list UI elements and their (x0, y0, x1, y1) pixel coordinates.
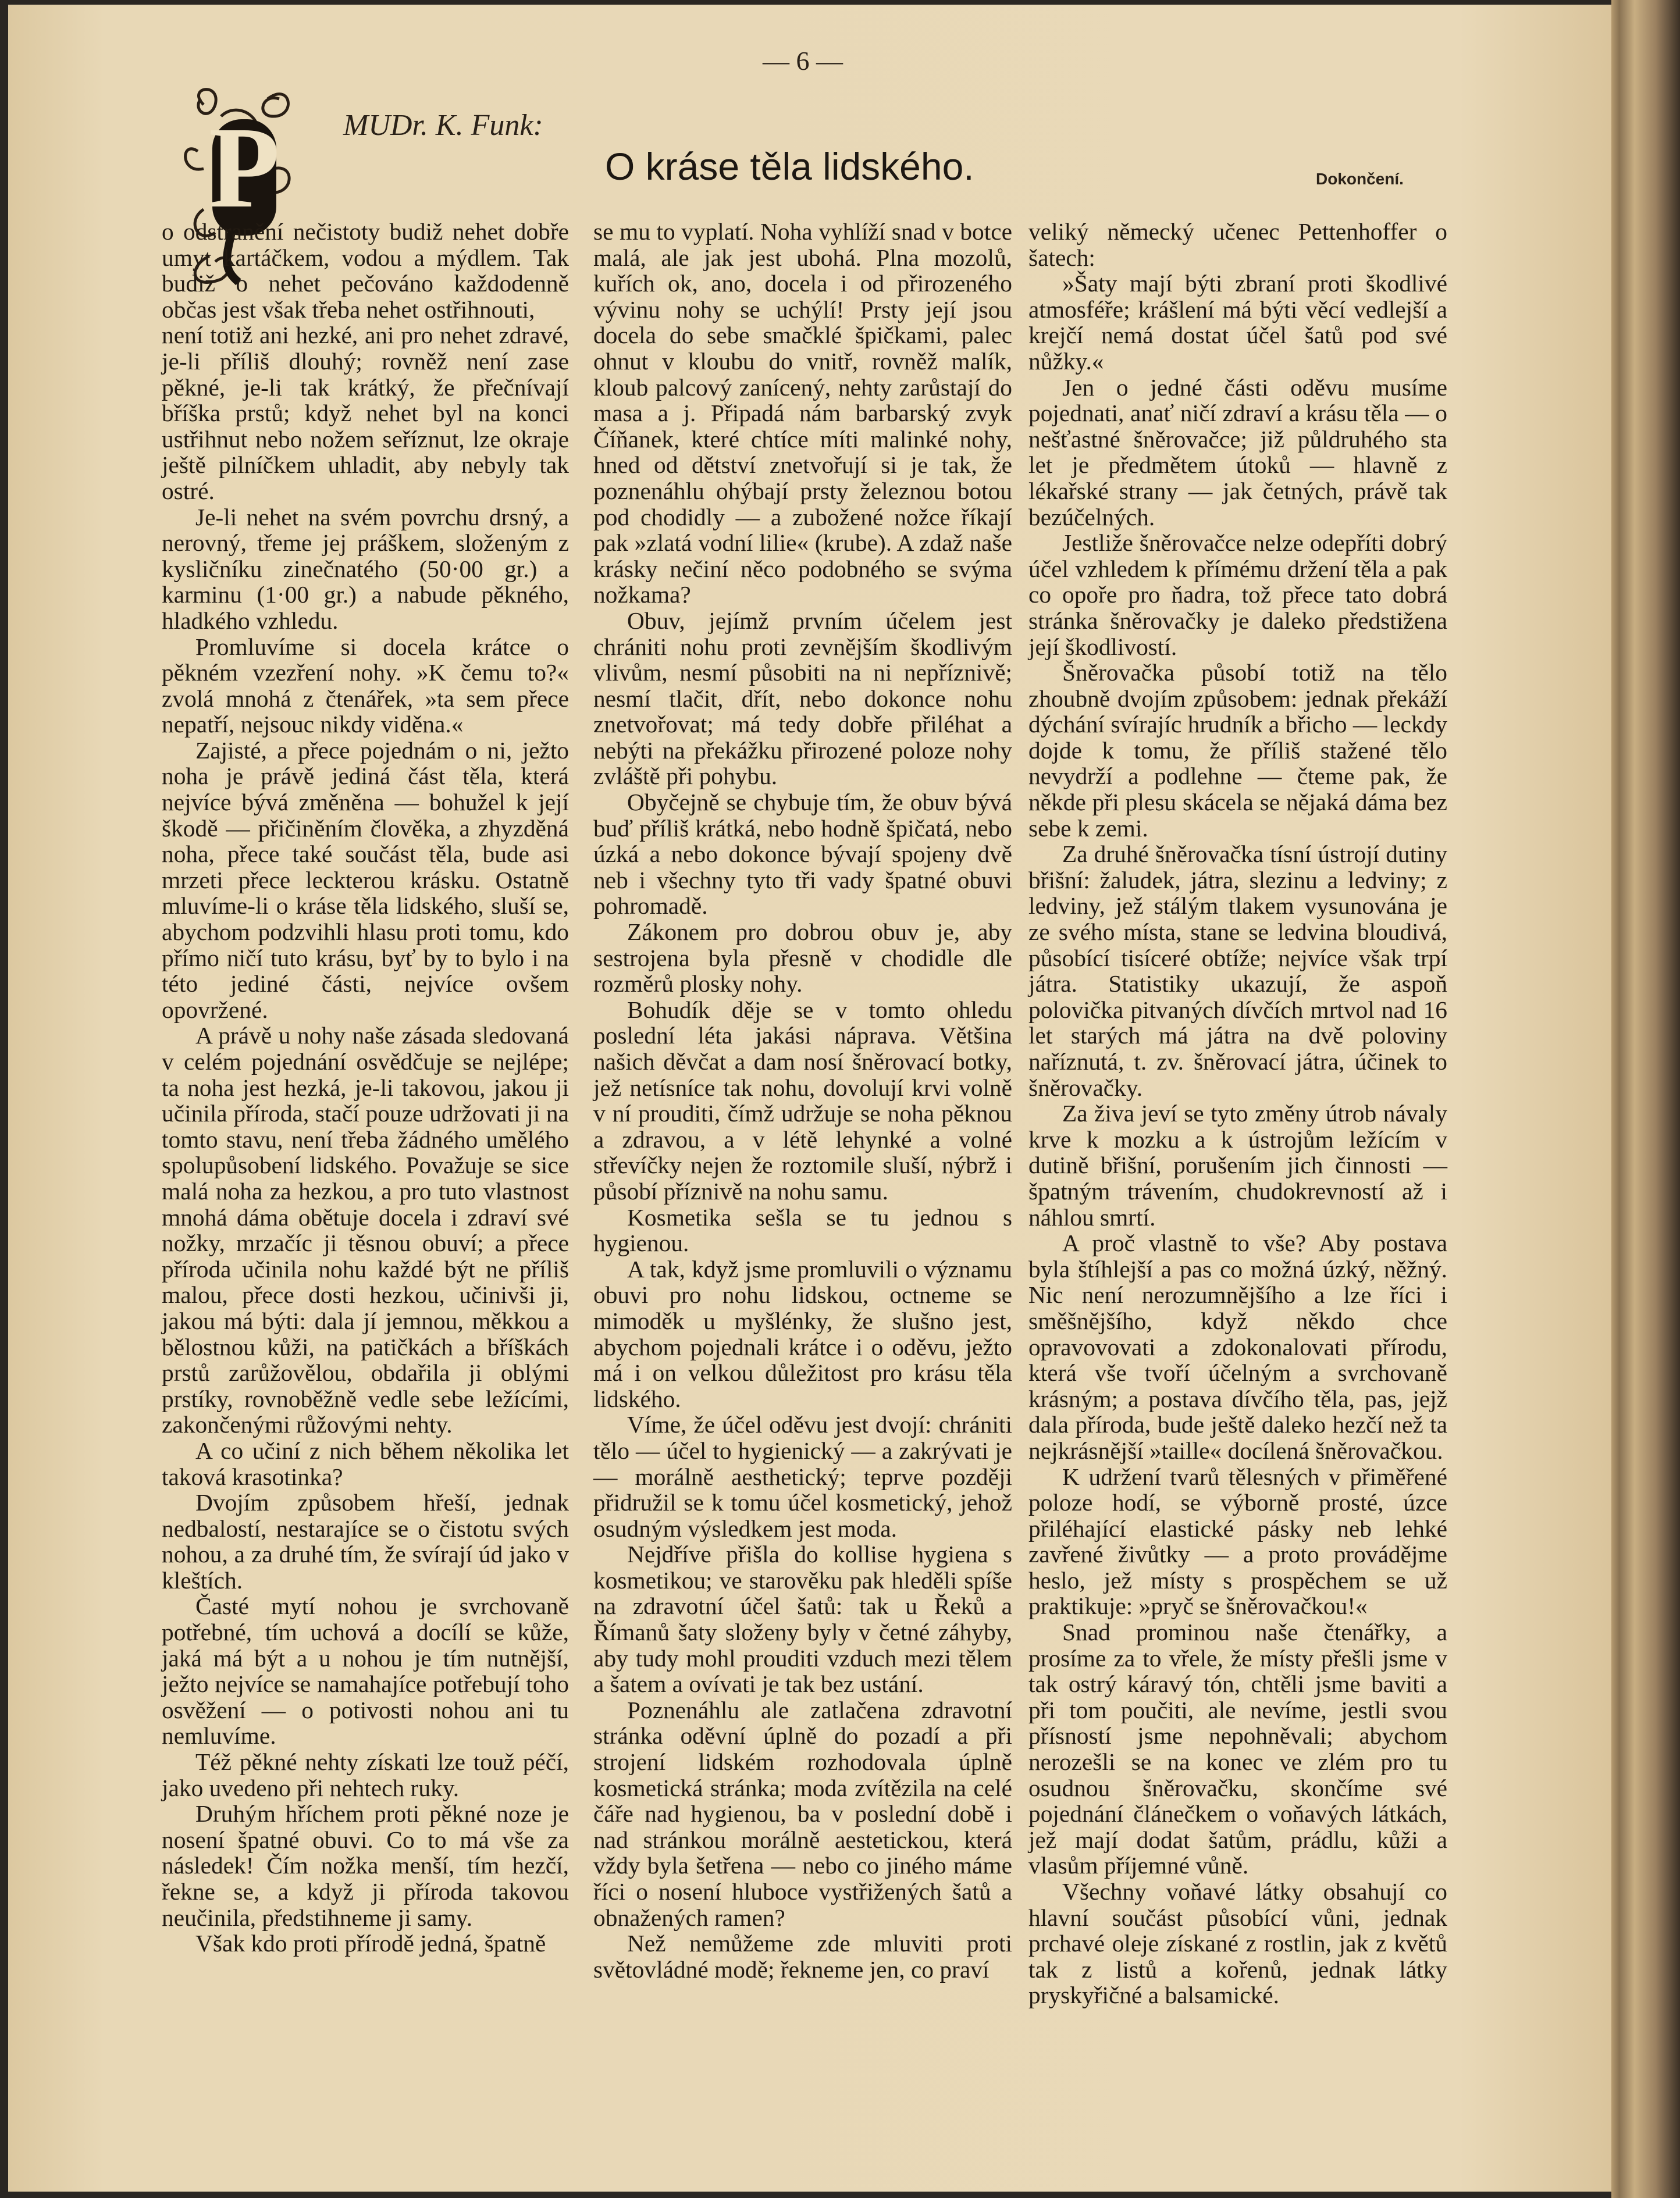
paragraph: veliký německý učenec Pettenhoffer o šatech: (1028, 218, 1447, 271)
paragraph: A co učiní z nich během několika let taková krasotinka? (162, 1437, 569, 1490)
column-2 (593, 219, 1012, 1982)
paragraph: není totiž ani hezké, ani pro nehet zdravé, je-li příliš dlouhý; rovněž není zase pěkné, je-li tak krátký, že přečnívají bříška prstů; když nehet byl na konci ustřihnut nebo nožem seříznut, lze okraje ještě pilníčkem uhladit, aby nebyly tak ostré. (162, 322, 569, 504)
paragraph: Však kdo proti přírodě jedná, špatně (195, 1930, 546, 1957)
paragraph: Kosmetika sešla se tu jednou s hygienou. (593, 1203, 1012, 1257)
column-3 (1028, 219, 1447, 2008)
paragraph: A proč vlastně to vše? Aby postava byla štíhlejší a pas co možná úzký, něžný. Nic není nerozumnějšího a lze říci i směšnějšího, když někdo chce opravovovati a zdokonalovati přírodu, která vše tvoří účelným a svrchovaně krásným; a postava dívčího těla, pas, jejž dala příroda, bude ještě daleko hezčí než ta nejkrásnější »taille« docílená šněrovačkou. (1028, 1230, 1447, 1464)
paragraph: K udržení tvarů tělesných v přiměřené poloze hodí, se výborně prosté, úzce přiléhající elastické pásky neb lehké zavřené živůtky — a proto provádějme heslo, jež místy s prospěchem se už praktikuje: »pryč se šněrovačkou!« (1028, 1463, 1447, 1620)
author: MUDr. K. Funk: (343, 109, 543, 142)
paragraph: A právě u nohy naše zásada sledovaná v celém pojednání osvědčuje se nejlépe; ta noha jest hezká, je-li takovou, jakou ji učinila příroda, stačí pouze udržovati ji na tomto stavu, není třeba žádného umělého spolupůsobení lidského. Považuje se sice malá noha za hezkou, a pro tuto vlastnost mnohá dáma obětuje docela i zdraví své nožky, mrzačíc ji těsnou obuví; a přece příroda učinila nohu každé být ne příliš malou, přece dosti hezkou, učinivši ji, jakou má býti: dala jí jemnou, měkkou a bělostnou kůži, na patičkách a bříškách prstů zarůžovělou, obdařila ji oblými prstíky, rovnoběžně vedle sebe ležícími, zakončenými růžovými nehty. (162, 1022, 569, 1438)
paragraph: Obuv, jejímž prvním účelem jest chrániti nohu proti zevnějším škodlivým vlivům, nesmí působiti na ni nepříznivě; nesmí tlačit, dřít, nebo dokonce nohu znetvořovat; má tedy dobře přiléhat a nebýti na překážku přirozené poloze nohy zvláště při pohybu. (593, 607, 1012, 790)
paragraph: Je-li nehet na svém povrchu drsný, a nerovný, třeme jej práškem, složeným z kysličníku zinečnatého (50·00 gr.) a karminu (1·00 gr.) a nabude pěkného, hladkého vzhledu. (162, 503, 569, 634)
paragraph: A tak, když jsme promluvili o významu obuvi pro nohu lidskou, octneme se mimoděk u myšlénky, že slušno jest, abychom pojednali krátce i o oděvu, ježto má i on velkou důležitost pro krásu těla lidského. (593, 1255, 1012, 1412)
paragraph: o odstranění nečistoty budiž nehet dobře umyt kartáčkem, vodou a mýdlem. Tak budiž o nehet pečováno každodenně občas jest však třeba nehet ostřihnouti, (162, 218, 569, 323)
paragraph: Víme, že účel oděvu jest dvojí: chrániti tělo — účel to hygienický — a zakrývati je — morálně aesthetický; teprve později přidružil se k tomu účel kosmetický, jehož osudným výsledkem jest moda. (593, 1411, 1012, 1542)
next-page-edge (1620, 0, 1680, 2198)
paragraph: Jen o jedné části oděvu musíme pojednati, anať ničí zdraví a krásu těla — o nešťastné šněrovačce; již půldruhého sta let je předmětem útoků — hlavně z lékařské strany — jak četných, právě tak bezúčelných. (1028, 373, 1447, 530)
paragraph: Zákonem pro dobrou obuv je, aby sestrojena byla přesně v chodidle dle rozměrů plosky nohy. (593, 918, 1012, 998)
paragraph: Za živa jeví se tyto změny útrob návaly krve k mozku a k ústrojům ležícím v dutině břišní, porušením jich činnosti — špatným trávením, chudokrevností až i náhlou smrtí. (1028, 1100, 1447, 1231)
paragraph: Za druhé šněrovačka tísní ústrojí dutiny břišní: žaludek, játra, slezinu a ledviny; z ledviny, jež stálým tlakem vysunována je ze svého místa, stane se ledvina bloudivá, působící tisíceré obtíže; nejvíce však trpí játra. Statistiky ukazují, že aspoň polovička pitvaných dívčích mrtvol nad 16 let starých má játra na dvě poloviny naříznutá, t. zv. šněrovací játra, účinek to šněrovačky. (1028, 840, 1447, 1101)
paragraph: Poznenáhlu ale zatlačena zdravotní stránka oděvní úplně do pozadí a při strojení lidském rozhodovala úplně kosmetická stránka; moda zvítězila na celé čáře nad hygienou, ba v poslední době i nad stránkou morálně aestetickou, která vždy byla šetřena — nebo co jiného máme říci o nosení hluboce vystřižených šatů a obnažených ramen? (593, 1696, 1012, 1931)
paragraph: »Šaty mají býti zbraní proti škodlivé atmosféře; krášlení má býti věcí vedlejší a krejčí nemá dostat účel šatů pod své nůžky.« (1028, 270, 1447, 375)
paragraph: Časté mytí nohou je svrchovaně potřebné, tím uchová a docílí se kůže, jaká má být a u nohou je tím nutnější, ježto nejvíce se namahajíce potřebují toho osvěžení — o potivosti nohou ani tu nemluvíme. (162, 1593, 569, 1750)
continued-label: Dokončení. (1316, 170, 1404, 188)
paragraph: Obyčejně se chybuje tím, že obuv bývá buď příliš krátká, nebo hodně špičatá, nebo úzká a nebo dokonce bývají spojeny dvě neb i všechny tyto tři vady špatné obuvi pohromadě. (593, 789, 1012, 920)
paragraph: Nejdříve přišla do kollise hygiena s kosmetikou; ve starověku pak hleděli spíše na zdravotní účel šatů: tak u Řeků a Římanů šaty složeny byly v četné záhyby, aby tudy mohl prouditi vzduch mezi tělem a šatem a ovívati je tak bez ustání. (593, 1541, 1012, 1698)
paragraph: Promluvíme si docela krátce o pěkném vzezření nohy. »K čemu to?« zvolá mnohá z čtenářek, »ta sem přece nepatří, nejsouc nikdy viděna.« (162, 633, 569, 738)
article-title: O kráse těla lidského. (605, 145, 974, 188)
paragraph: Šněrovačka působí totiž na tělo zhoubně dvojím způsobem: jednak překáží dýchání svírajíc hrudník a břicho — leckdy dojde k tomu, že příliš stažené tělo nevydrží a podlehne — čteme pak, že někde při plesu skácela se nějaká dáma bez sebe k zemi. (1028, 659, 1447, 842)
paragraph: Snad prominou naše čtenářky, a prosíme za to vřele, že místy přešli jsme v tak ostrý káravý tón, chtěli jsme baviti a při tom poučiti, ale nevíme, jestli svou přísností jsme nepohněvali; abychom nerozešli se na konec ve zlém pro tu osudnou šněrovačku, skončíme své pojednání článečkem o voňavých látkách, jež mají dodat šatům, prádlu, kůži a vlasům příjemné vůně. (1028, 1619, 1447, 1879)
paragraph: se mu to vyplatí. Noha vyhlíží snad v botce malá, ale jak jest ubohá. Plna mozolů, kuřích ok, ano, docela i od přirozeného vývinu nohy se uchýlí! Prsty její jsou docela do sebe smačklé špičkami, palec ohnut v kloubu do vnitř, rovněž malík, kloub palcový zanícený, nehty zarůstají do masa a j. Připadá nám barbarský zvyk Číňanek, které chtíce míti malinké nohy, hned od dětství znetvořují si je tak, že poznenáhlu ohýbají prsty železnou botou pod chodidly — a zubožené nožce říkají pak »zlatá vodní lilie« (krube). A zdaž naše krásky nečiní něco podobného se svýma nožkama? (593, 218, 1012, 608)
paragraph: Druhým hříchem proti pěkné noze je nosení špatné obuvi. Co to má vše za následek! Čím nožka menší, tím hezčí, řekne se, a když ji příroda takovou neučinila, předstihneme ji samy. (162, 1800, 569, 1931)
paragraph: Bohudík děje se v tomto ohledu poslední léta jakási náprava. Většina našich děvčat a dam nosí šněrovací botky, jež netísníce tak nohu, dovolují krvi volně v ní prouditi, čímž udržuje se noha pěknou a zdravou, a v létě lehynké a volné střevíčky nejen že roztomile sluší, nýbrž i působí příznivě na nohu samu. (593, 996, 1012, 1205)
page-number: — 6 — (763, 46, 843, 76)
paragraph: Též pěkné nehty získati lze touž péčí, jako uvedeno při nehtech ruky. (162, 1748, 569, 1801)
paragraph: Než nemůžeme zde mluviti proti světovládné modě; řekneme jen, co praví (593, 1930, 1012, 1983)
paragraph: Všechny voňavé látky obsahují co hlavní součást působící vůni, jednak prchavé oleje získané z rostlin, jak z květů tak z listů a kořenů, jednak látky pryskyřičné a balsamické. (1028, 1878, 1447, 2009)
paragraph: Dvojím způsobem hřeší, jednak nedbalostí, nestarajíce se o čistotu svých nohou, a za druhé tím, že svírají úd jako v kleštích. (162, 1489, 569, 1594)
initial-letter: P (208, 104, 280, 232)
paragraph: Zajisté, a přece pojednám o ni, ježto noha je právě jediná část těla, která nejvíce bývá změněna — bohužel k její škodě — přičiněním člověka, a zhyzděná noha, přece také součást těla, bude asi mrzeti přece leckterou krásku. Ostatně mluvíme-li o kráse těla lidského, sluší se, abychom podzvihli hlasu proti tomu, kdo přímo ničí tuto krásu, byť by to bylo i na této jediné části, nejvíce ovšem opovržené. (162, 736, 569, 1023)
column-1 (162, 219, 569, 1957)
paragraph: Jestliže šněrovačce nelze odepříti dobrý účel vzhledem k přímému držení těla a pak co opoře pro ňadra, tož přece tato dobrá stránka šněrovačky je daleko předstižena její škodlivostí. (1028, 529, 1447, 660)
